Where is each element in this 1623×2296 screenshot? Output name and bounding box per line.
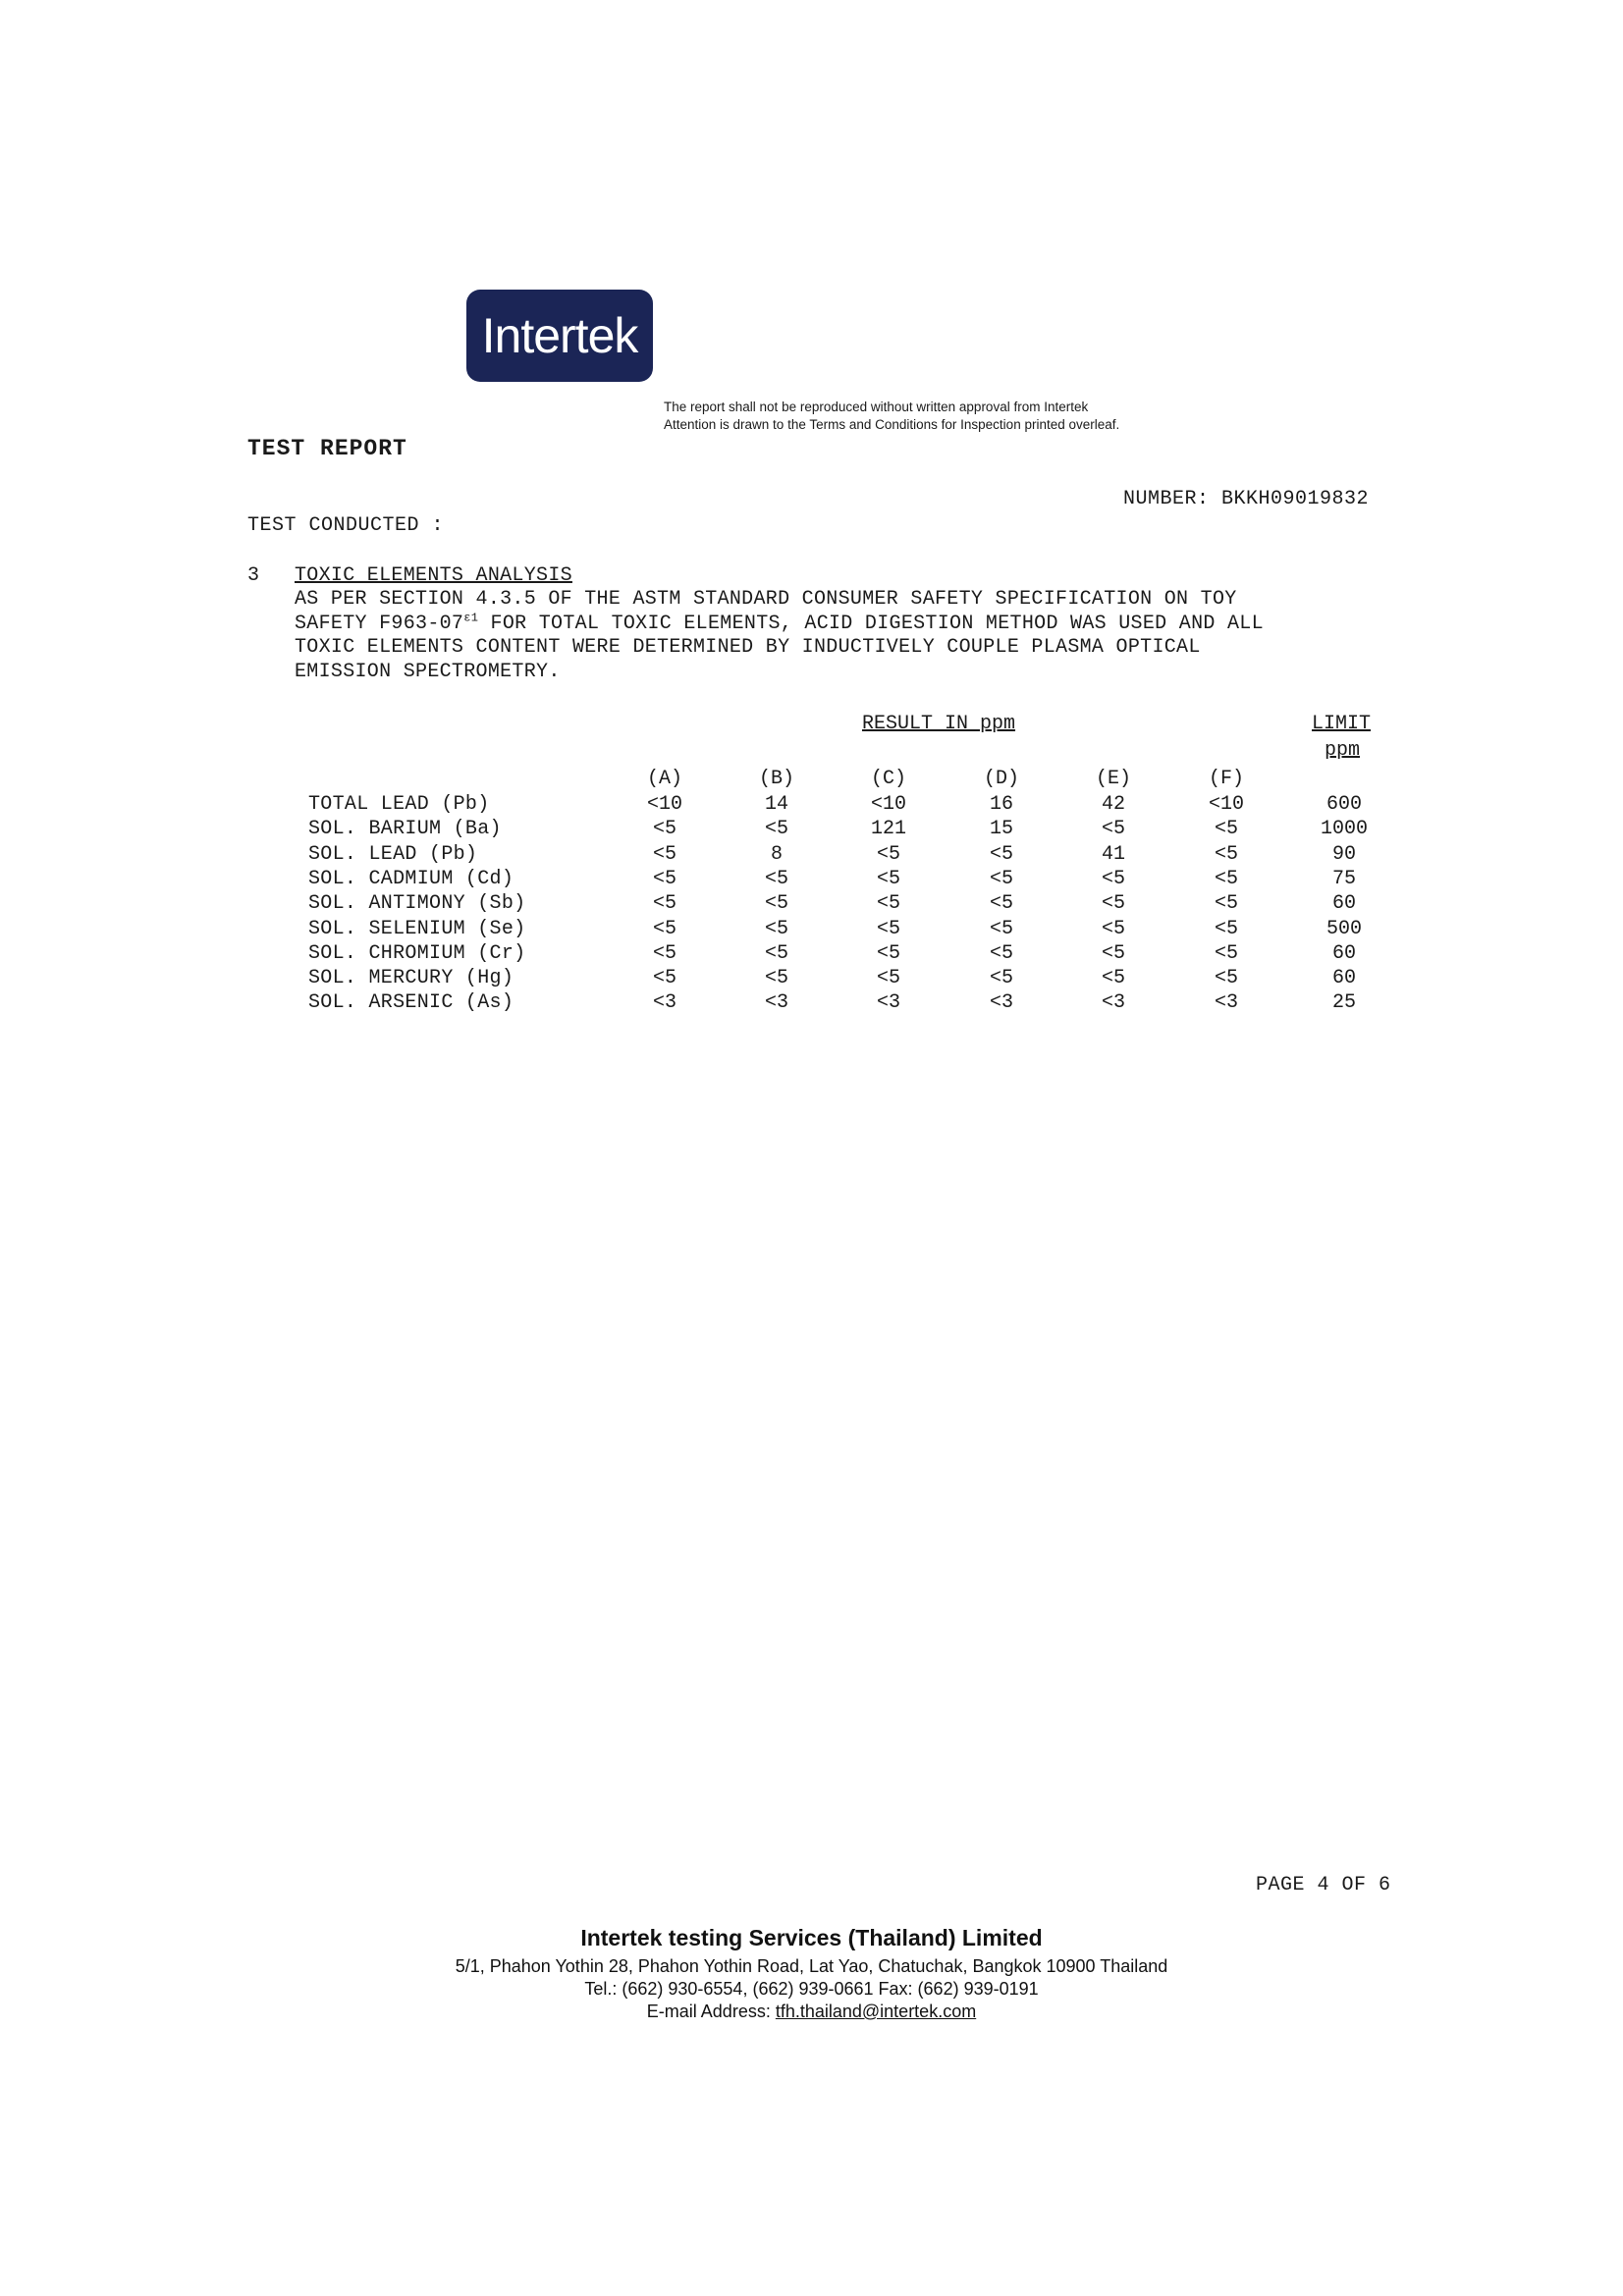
column-label: (C)	[870, 768, 906, 790]
email-label: E-mail Address:	[646, 2002, 776, 2021]
section-description	[295, 588, 1375, 684]
result-cell: <3	[876, 991, 900, 1015]
notice-line-1: The report shall not be reproduced without written approval from Intertek	[664, 400, 1089, 414]
result-cell: <5	[1101, 967, 1125, 990]
result-cell: <5	[1214, 867, 1238, 890]
intertek-logo	[466, 290, 653, 382]
result-cell: <5	[1214, 967, 1238, 990]
element-name: SOL. BARIUM (Ba)	[308, 818, 502, 841]
footer-address: 5/1, Phahon Yothin 28, Phahon Yothin Road, Lat Yao, Chatuchak, Bangkok 10900 Thailand	[455, 1956, 1168, 1976]
result-cell: <5	[652, 818, 676, 841]
result-cell: <5	[989, 941, 1013, 965]
footer-company: Intertek testing Services (Thailand) Limited	[580, 1925, 1043, 1950]
result-cell: 16	[989, 793, 1013, 816]
result-cell: <5	[1101, 867, 1125, 890]
column-label: (D)	[983, 768, 1019, 790]
element-name: SOL. LEAD (Pb)	[308, 842, 478, 866]
result-cell: <5	[876, 941, 900, 965]
page-number: PAGE 4 OF 6	[1256, 1874, 1391, 1896]
result-cell: <5	[876, 892, 900, 916]
result-cell: <5	[876, 867, 900, 890]
result-cell: <10	[870, 793, 906, 816]
result-cell: <5	[989, 917, 1013, 940]
result-cell: <5	[876, 967, 900, 990]
element-name: TOTAL LEAD (Pb)	[308, 793, 490, 816]
result-cell: <5	[989, 892, 1013, 916]
result-cell: <5	[989, 967, 1013, 990]
result-cell: <5	[876, 842, 900, 866]
result-cell: <10	[1208, 793, 1244, 816]
result-cell: <5	[764, 967, 788, 990]
report-number: NUMBER: BKKH09019832	[1123, 488, 1370, 510]
limit-header: LIMIT	[1312, 713, 1372, 735]
limit-cell: 60	[1331, 892, 1356, 916]
column-label: (F)	[1208, 768, 1244, 790]
limit-cell: 600	[1325, 793, 1362, 816]
result-cell: <3	[989, 991, 1013, 1015]
result-cell: <5	[652, 867, 676, 890]
desc-line-4: EMISSION SPECTROMETRY.	[295, 660, 561, 683]
limit-unit: ppm	[1325, 739, 1361, 762]
element-name: SOL. ANTIMONY (Sb)	[308, 892, 526, 916]
limit-cell: 25	[1331, 991, 1356, 1015]
section-number: 3	[247, 564, 260, 587]
element-name: SOL. ARSENIC (As)	[308, 991, 514, 1015]
result-cell: <5	[652, 941, 676, 965]
result-cell: 8	[770, 842, 783, 866]
element-name: SOL. CADMIUM (Cd)	[308, 867, 514, 890]
result-cell: <3	[1101, 991, 1125, 1015]
result-cell: <5	[1214, 892, 1238, 916]
standard-revision-superscript: ε1	[463, 610, 479, 624]
result-cell: <3	[1214, 991, 1238, 1015]
limit-cell: 1000	[1320, 818, 1368, 841]
result-cell: <5	[989, 867, 1013, 890]
result-cell: <5	[1214, 917, 1238, 940]
result-cell: 14	[764, 793, 788, 816]
result-cell: <5	[652, 842, 676, 866]
limit-cell: 60	[1331, 967, 1356, 990]
notice-line-2: Attention is drawn to the Terms and Conditions for Inspection printed overleaf.	[664, 417, 1120, 432]
desc-line-2-post: FOR TOTAL TOXIC ELEMENTS, ACID DIGESTION METHOD WAS USED AND ALL	[478, 612, 1264, 635]
result-cell: <5	[1101, 892, 1125, 916]
limit-cell: 75	[1331, 867, 1356, 890]
result-cell: 42	[1101, 793, 1125, 816]
limit-cell: 500	[1325, 917, 1362, 940]
result-cell: <5	[652, 917, 676, 940]
section-title: TOXIC ELEMENTS ANALYSIS	[295, 564, 572, 587]
report-title: TEST REPORT	[247, 436, 407, 461]
result-cell: <5	[1214, 818, 1238, 841]
result-cell: <5	[876, 917, 900, 940]
result-cell: <5	[652, 967, 676, 990]
limit-cell: 60	[1331, 941, 1356, 965]
element-name: SOL. CHROMIUM (Cr)	[308, 941, 526, 965]
result-cell: 41	[1101, 842, 1125, 866]
result-cell: <5	[989, 842, 1013, 866]
result-cell: <10	[646, 793, 682, 816]
element-name: SOL. SELENIUM (Se)	[308, 917, 526, 940]
desc-line-1: AS PER SECTION 4.3.5 OF THE ASTM STANDARD CONSUMER SAFETY SPECIFICATION ON TOY	[295, 588, 1237, 611]
test-conducted-label: TEST CONDUCTED :	[247, 514, 445, 537]
result-cell: <5	[764, 941, 788, 965]
result-cell: <5	[764, 818, 788, 841]
result-cell: <3	[764, 991, 788, 1015]
result-cell: <3	[652, 991, 676, 1015]
result-cell: <5	[1214, 842, 1238, 866]
column-label: (A)	[646, 768, 682, 790]
desc-line-2-pre: SAFETY F963-07	[295, 612, 464, 635]
result-header: RESULT IN ppm	[862, 713, 1016, 735]
result-cell: <5	[764, 917, 788, 940]
result-cell: <5	[764, 892, 788, 916]
result-cell: <5	[1101, 818, 1125, 841]
result-cell: 121	[870, 818, 906, 841]
limit-cell: 90	[1331, 842, 1356, 866]
desc-line-3: TOXIC ELEMENTS CONTENT WERE DETERMINED BY INDUCTIVELY COUPLE PLASMA OPTICAL	[295, 636, 1201, 659]
column-label: (E)	[1095, 768, 1131, 790]
result-cell: <5	[652, 892, 676, 916]
result-cell: <5	[1101, 941, 1125, 965]
element-name: SOL. MERCURY (Hg)	[308, 967, 514, 990]
logo-text: Intertek	[481, 308, 638, 363]
result-cell: <5	[764, 867, 788, 890]
footer-phone: Tel.: (662) 930-6554, (662) 939-0661 Fax: (662) 939-0191	[584, 1979, 1039, 1999]
email-link[interactable]: tfh.thailand@intertek.com	[775, 2002, 977, 2021]
result-cell: <5	[1101, 917, 1125, 940]
reproduction-notice	[664, 399, 1119, 434]
result-cell: <5	[1214, 941, 1238, 965]
result-cell: 15	[989, 818, 1013, 841]
column-label: (B)	[758, 768, 794, 790]
footer-email-line	[0, 2002, 1623, 2022]
desc-line-2	[295, 610, 1375, 637]
